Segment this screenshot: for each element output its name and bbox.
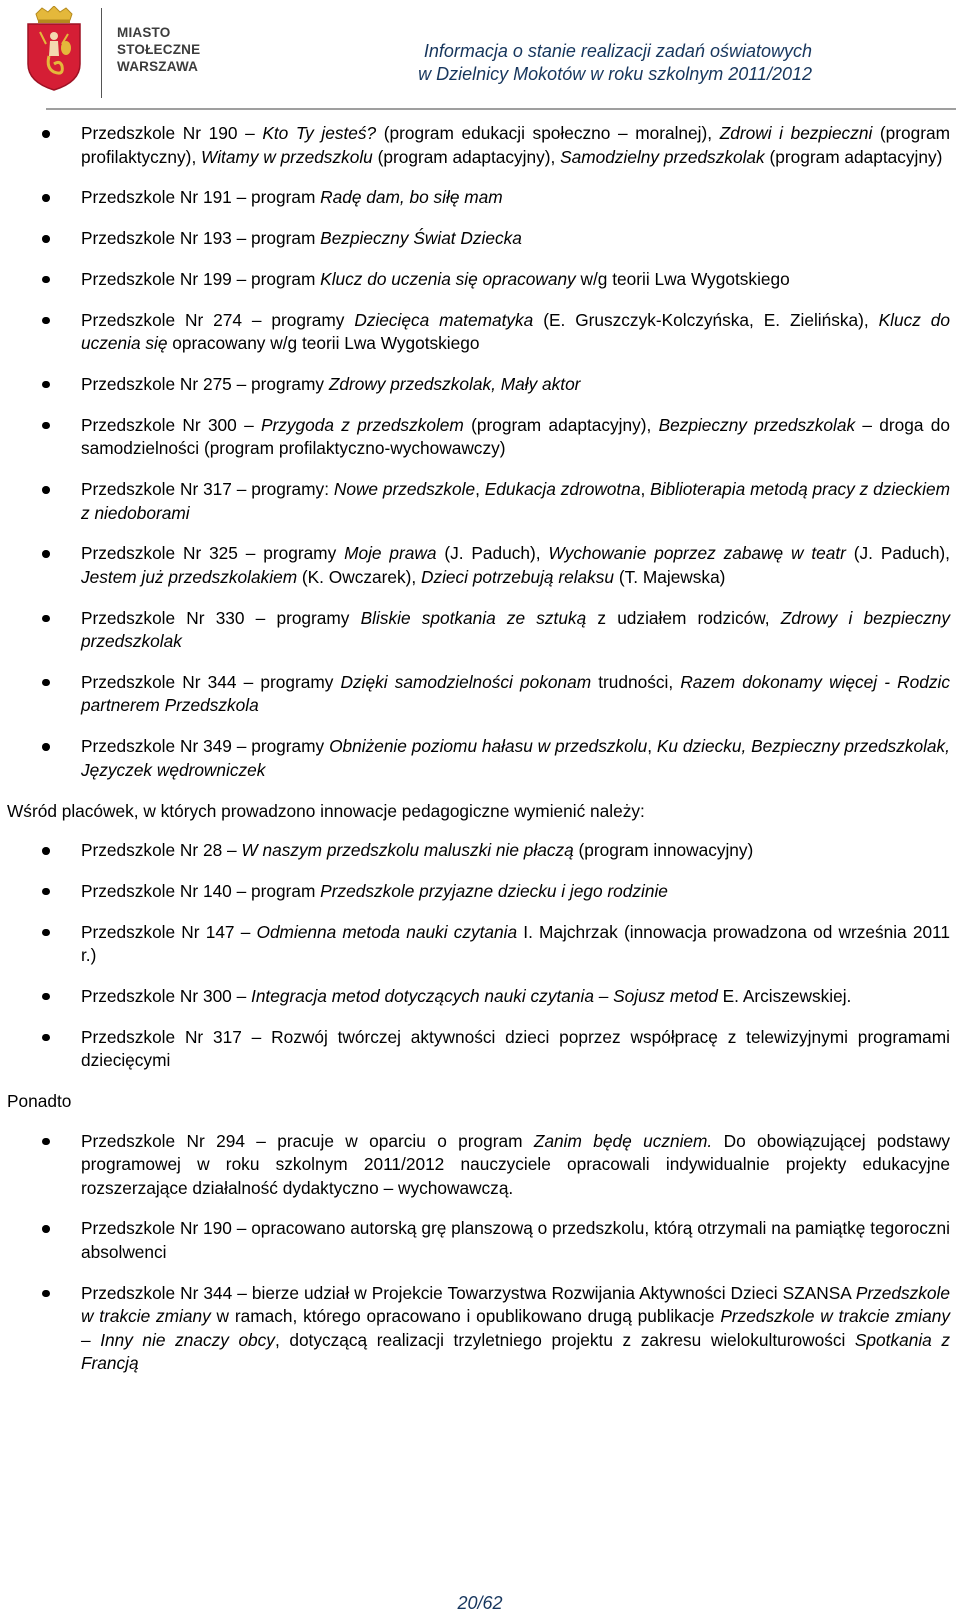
item-text: Przedszkole Nr 344 – programy [81,671,341,692]
italic-title-text: Integracja metod dotyczących nauki czytania – Sojusz metod [251,985,718,1006]
list-item [0,671,960,718]
italic-title-text: Bliskie spotkania ze sztuką [360,607,587,628]
item-text: Przedszkole Nr 28 – [81,840,242,861]
italic-title-text: Zdrowi i bezpieczni [719,123,873,143]
italic-title-text: Klucz do uczenia się [81,309,950,354]
item-text: (program profilaktyczny), [81,123,951,167]
italic-title-text: W naszym przedszkolu maluszki nie płaczą [241,840,574,861]
brand-wordmark [117,24,200,75]
item-text: w/g teorii Lwa Wygotskiego [575,268,790,289]
list-item [0,607,960,654]
programs-list [0,122,960,782]
item-text: Przedszkole Nr 190 – [81,123,263,143]
list-item [0,227,960,251]
item-text: (program edukacji społeczno – moralnej), [376,123,720,143]
document-title-line: Informacja o stanie realizacji zadań oświatowych [423,41,812,61]
list-item [0,309,960,356]
italic-title-text: Dziecięca matematyka [354,309,534,330]
item-text: z udziałem rodziców, [586,607,781,628]
item-text: Przedszkole Nr 190 – opracowano autorską grę planszową o przedszkolu, którą otrzymali na pamiątkę tegoroczni absolwenci [81,1218,950,1262]
item-text: Przedszkole Nr 294 – pracuje w oparciu o program [81,1130,534,1151]
header-divider [101,8,102,98]
item-text: (K. Owczarek), [297,566,421,587]
item-text: Przedszkole Nr 325 – programy [81,543,345,564]
italic-title-text: Jestem już przedszkolakiem [81,566,298,587]
italic-title-text: Edukacja zdrowotna [484,479,641,500]
list-item [0,985,960,1009]
item-text: trudności, [591,671,681,692]
italic-title-text: Odmienna metoda nauki czytania [256,921,518,942]
list-item [0,268,960,292]
italic-title-text: Zanim będę uczniem. [533,1130,713,1151]
item-text: (J. Paduch), [845,543,950,564]
brand-line: WARSZAWA [117,59,199,74]
list-item [0,122,960,169]
list-item [0,373,960,397]
italic-title-text: Witamy w przedszkolu [201,146,373,167]
item-text: Przedszkole Nr 274 – programy [81,309,355,330]
innovations-intro: Wśród placówek, w których prowadzono innowacje pedagogiczne wymienić należy: [7,800,645,821]
item-text: Przedszkole Nr 147 – [81,921,257,942]
item-text: Przedszkole Nr 275 – programy [81,373,329,394]
item-text: opracowany w/g teorii Lwa Wygotskiego [167,333,480,354]
item-text: Przedszkole Nr 344 – bierze udział w Projekcie Towarzystwa Rozwijania Aktywności Dzieci SZANSA [81,1282,856,1303]
italic-title-text: Wychowanie poprzez zabawę w teatr [548,543,846,564]
item-text: – droga do samodzielności (program profilaktyczno-wychowawczy) [81,414,950,459]
item-text: , dotyczącą realizacji trzyletniego projektu z zakresu wielokulturowości [274,1329,855,1350]
item-text: , [647,736,657,757]
item-text: Przedszkole Nr 317 – Rozwój twórczej aktywności dzieci poprzez współpracę z telewizyjnymi programami dziecięcymi [81,1026,950,1071]
italic-title-text: Dzieci potrzebują relaksu [420,566,615,587]
item-text: (program adaptacyjny), [463,414,659,435]
italic-title-text: Przedszkole w trakcie zmiany – Inny nie znaczy obcy [81,1306,950,1350]
list-item [0,1217,960,1264]
list-item [0,921,960,968]
list-item [0,880,960,904]
item-text: (program innowacyjny) [573,840,754,861]
innovations-list [0,839,960,1073]
item-text: Do obowiązującej podstawy programowej w roku szkolnym 2011/2012 nauczyciele opracowali indywidualnie projekty edukacyjne rozszerzające działalność dydaktyczno – wychowawczą. [81,1130,950,1198]
page-number: 20/62 [457,1593,503,1613]
item-text: , [640,479,651,500]
italic-title-text: Kto Ty jesteś? [262,123,377,143]
italic-title-text: Moje prawa [344,543,437,564]
italic-title-text: Przedszkole w trakcie zmiany [81,1282,950,1327]
list-item [0,1282,960,1376]
italic-title-text: Razem dokonamy więcej - Rodzic partnerem Przedszkola [81,671,950,716]
italic-title-text: Ku dziecku, Bezpieczny przedszkolak, Języczek wędrowniczek [81,736,950,780]
item-text: (program adaptacyjny), [372,146,561,167]
italic-title-text: Obniżenie poziomu hałasu w przedszkolu [329,736,648,757]
item-text: Przedszkole Nr 193 – program [81,228,321,249]
item-text: Przedszkole Nr 300 – [81,985,252,1006]
document-title-line: w Dzielnicy Mokotów w roku szkolnym 2011/2012 [418,64,812,84]
italic-title-text: Przedszkole przyjazne dziecku i jego rodzinie [320,880,668,901]
item-text: (program adaptacyjny) [764,146,943,167]
item-text: Przedszkole Nr 191 – program [81,187,321,208]
item-text: Przedszkole Nr 330 – programy [81,607,361,628]
item-text: E. Arciszewskiej. [717,985,852,1006]
italic-title-text: Klucz do uczenia się opracowany [320,268,576,289]
item-text: (J. Paduch), [436,543,549,564]
italic-title-text: Dzięki samodzielności pokonam [340,671,592,692]
italic-title-text: Nowe przedszkole [333,479,476,500]
italic-title-text: Radę dam, bo siłę mam [320,187,503,208]
item-text: Przedszkole Nr 317 – programy: [81,479,334,500]
item-text: (T. Majewska) [614,566,726,587]
item-text: , [475,479,485,500]
italic-title-text: Przygoda z przedszkolem [260,414,464,435]
brand-line: STOŁECZNE [117,42,201,57]
page-body [0,122,960,1393]
brand-line: MIASTO [117,25,171,40]
list-item [0,186,960,210]
page-header [0,0,960,112]
ponadto-paragraph: Ponadto [7,1091,72,1112]
additional-list [0,1130,960,1376]
item-text: Przedszkole Nr 140 – program [81,880,321,901]
item-text: Przedszkole Nr 349 – programy [81,736,330,757]
item-text: Przedszkole Nr 300 – [81,414,261,435]
italic-title-text: Samodzielny przedszkolak [560,146,765,167]
list-item [0,1130,960,1201]
list-item [0,1026,960,1073]
item-text: w ramach, którego opracowano i opublikowano drugą publikacje [210,1306,721,1327]
document-title [418,40,812,86]
warsaw-coat-of-arms-icon [24,6,84,91]
italic-title-text: Zdrowy przedszkolak, Mały aktor [328,373,581,394]
list-item [0,542,960,589]
list-item [0,839,960,863]
list-item [0,735,960,782]
item-text: I. Majchrzak (innowacja prowadzona od września 2011 r.) [81,921,950,966]
header-rule [46,108,956,110]
italic-title-text: Bezpieczny przedszkolak [658,414,856,435]
italic-title-text: Spotkania z Francją [81,1329,950,1374]
italic-title-text: Bezpieczny Świat Dziecka [320,228,522,249]
list-item [0,478,960,525]
item-text: (E. Gruszczyk-Kolczyńska, E. Zielińska), [533,309,879,330]
italic-title-text: Biblioterapia metodą pracy z dzieckiem z niedoborami [81,479,950,523]
item-text: Przedszkole Nr 199 – program [81,268,321,289]
list-item [0,414,960,461]
italic-title-text: Zdrowy i bezpieczny przedszkolak [81,607,951,652]
